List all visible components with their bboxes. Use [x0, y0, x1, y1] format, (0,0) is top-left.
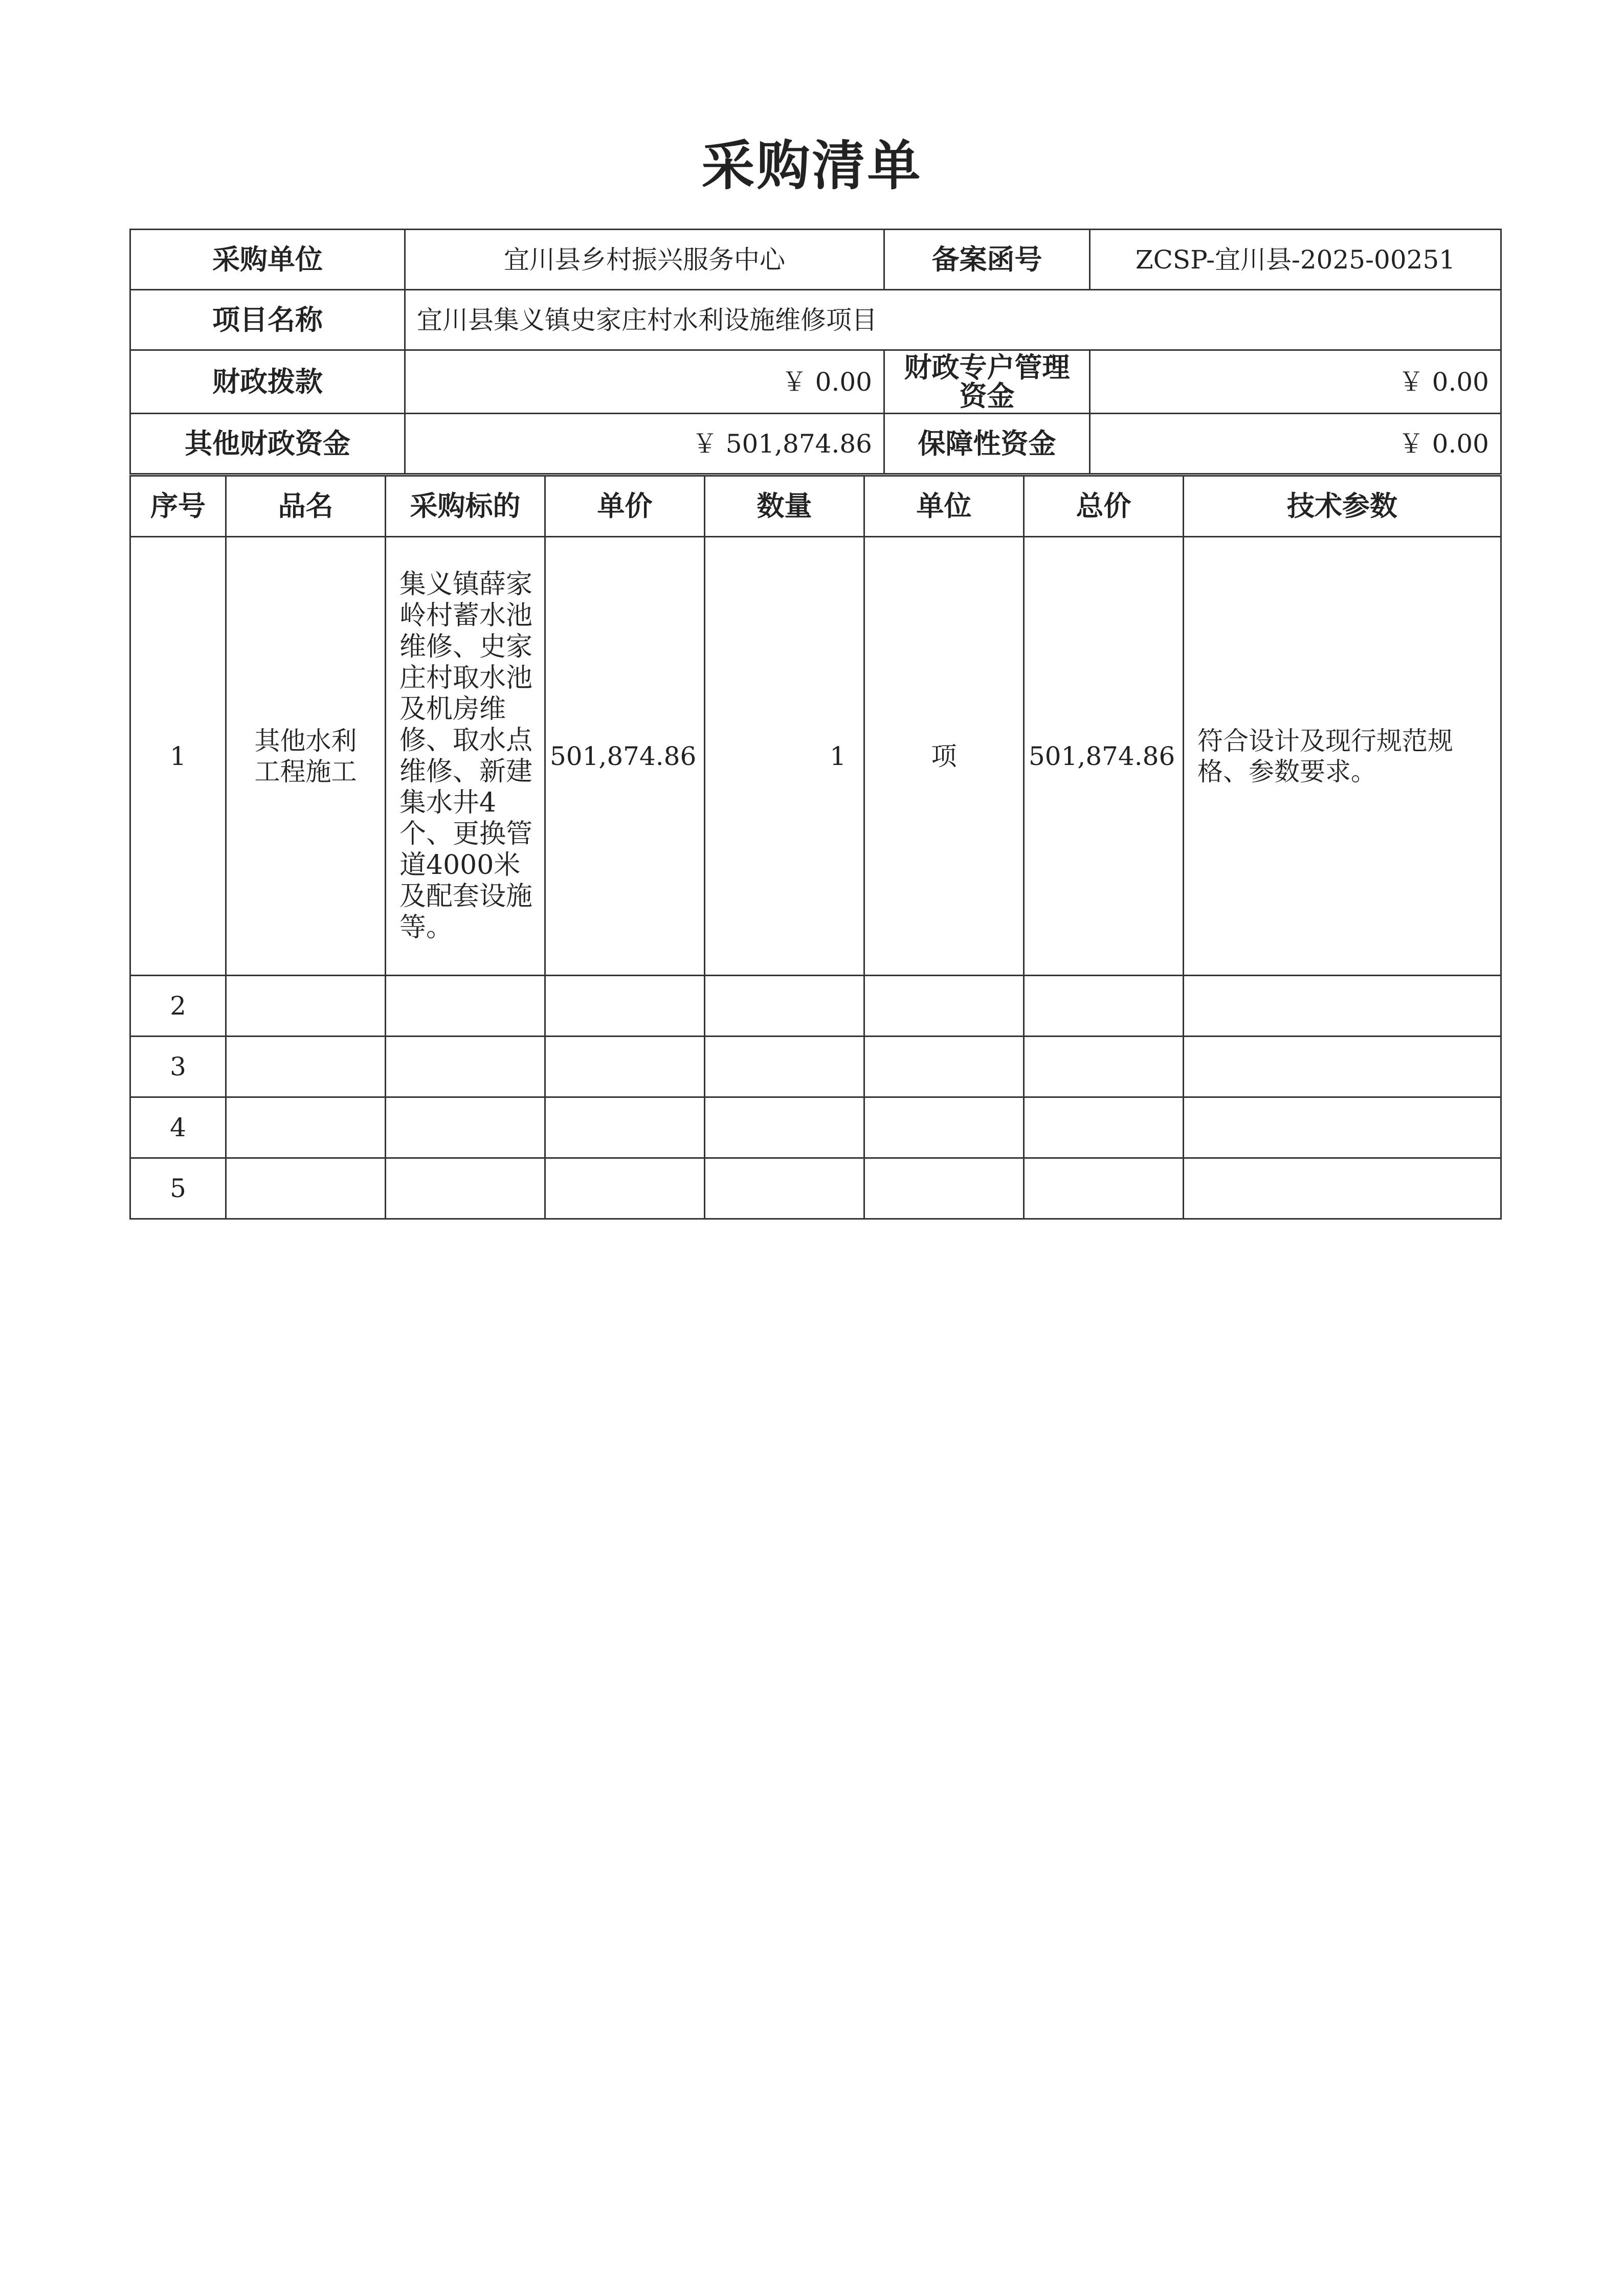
cell-unit-price	[545, 976, 705, 1037]
guarantee-label: 保障性资金	[884, 414, 1090, 474]
cell-name	[226, 1097, 386, 1158]
table-row	[130, 537, 1501, 976]
cell-total	[1024, 1037, 1184, 1097]
cell-unit-price	[545, 1097, 705, 1158]
other-fiscal-label: 其他财政资金	[130, 414, 405, 474]
table-row	[130, 1037, 1501, 1097]
cell-params	[1184, 1158, 1501, 1219]
cell-no: 1	[130, 537, 226, 976]
cell-quantity	[705, 1037, 864, 1097]
info-row-purchaser	[130, 230, 1501, 290]
fiscal-alloc-value: ￥ 0.00	[405, 350, 884, 414]
info-row-other	[130, 414, 1501, 474]
fiscal-alloc-label: 财政拨款	[130, 350, 405, 414]
table-row	[130, 1158, 1501, 1219]
cell-name: 其他水利工程施工	[226, 537, 386, 976]
purchaser-value: 宜川县乡村振兴服务中心	[405, 230, 884, 290]
cell-target	[386, 976, 545, 1037]
project-value: 宜川县集义镇史家庄村水利设施维修项目	[405, 290, 1501, 350]
info-row-project	[130, 290, 1501, 350]
cell-unit-price	[545, 1037, 705, 1097]
special-fund-value: ￥ 0.00	[1090, 350, 1501, 414]
cell-no: 2	[130, 976, 226, 1037]
cell-unit	[864, 1158, 1024, 1219]
cell-params	[1184, 976, 1501, 1037]
col-header-unit-price: 单价	[545, 476, 705, 537]
cell-params	[1184, 1097, 1501, 1158]
cell-total	[1024, 1097, 1184, 1158]
cell-no: 5	[130, 1158, 226, 1219]
cell-no: 3	[130, 1037, 226, 1097]
cell-unit	[864, 976, 1024, 1037]
guarantee-value: ￥ 0.00	[1090, 414, 1501, 474]
project-label: 项目名称	[130, 290, 405, 350]
items-header-row	[130, 476, 1501, 537]
filing-no-value: ZCSP-宜川县-2025-00251	[1090, 230, 1501, 290]
cell-params: 符合设计及现行规范规格、参数要求。	[1184, 537, 1501, 976]
cell-unit-price: 501,874.86	[545, 537, 705, 976]
cell-name	[226, 1158, 386, 1219]
cell-quantity: 1	[705, 537, 864, 976]
cell-unit-price	[545, 1158, 705, 1219]
page-title: 采购清单	[701, 134, 923, 197]
col-header-quantity: 数量	[705, 476, 864, 537]
cell-total	[1024, 976, 1184, 1037]
filing-no-label: 备案函号	[884, 230, 1090, 290]
cell-quantity	[705, 1097, 864, 1158]
info-row-fiscal	[130, 350, 1501, 414]
col-header-target: 采购标的	[386, 476, 545, 537]
cell-name	[226, 976, 386, 1037]
special-fund-label: 财政专户管理资金	[884, 350, 1090, 414]
purchaser-label: 采购单位	[130, 230, 405, 290]
col-header-no: 序号	[130, 476, 226, 537]
cell-total: 501,874.86	[1024, 537, 1184, 976]
cell-no: 4	[130, 1097, 226, 1158]
cell-quantity	[705, 1158, 864, 1219]
cell-total	[1024, 1158, 1184, 1219]
cell-unit: 项	[864, 537, 1024, 976]
cell-target	[386, 1037, 545, 1097]
other-fiscal-value: ￥ 501,874.86	[405, 414, 884, 474]
col-header-params: 技术参数	[1184, 476, 1501, 537]
cell-unit	[864, 1097, 1024, 1158]
table-row	[130, 1097, 1501, 1158]
items-table	[129, 475, 1502, 1220]
cell-target	[386, 1158, 545, 1219]
procurement-info-table	[129, 229, 1502, 475]
table-row	[130, 976, 1501, 1037]
cell-target	[386, 1097, 545, 1158]
col-header-name: 品名	[226, 476, 386, 537]
cell-target: 集义镇薛家岭村蓄水池维修、史家庄村取水池及机房维修、取水点维修、新建集水井4个、更换管道4000米及配套设施等。	[386, 537, 545, 976]
cell-unit	[864, 1037, 1024, 1097]
col-header-total: 总价	[1024, 476, 1184, 537]
cell-params	[1184, 1037, 1501, 1097]
cell-quantity	[705, 976, 864, 1037]
cell-name	[226, 1037, 386, 1097]
col-header-unit: 单位	[864, 476, 1024, 537]
